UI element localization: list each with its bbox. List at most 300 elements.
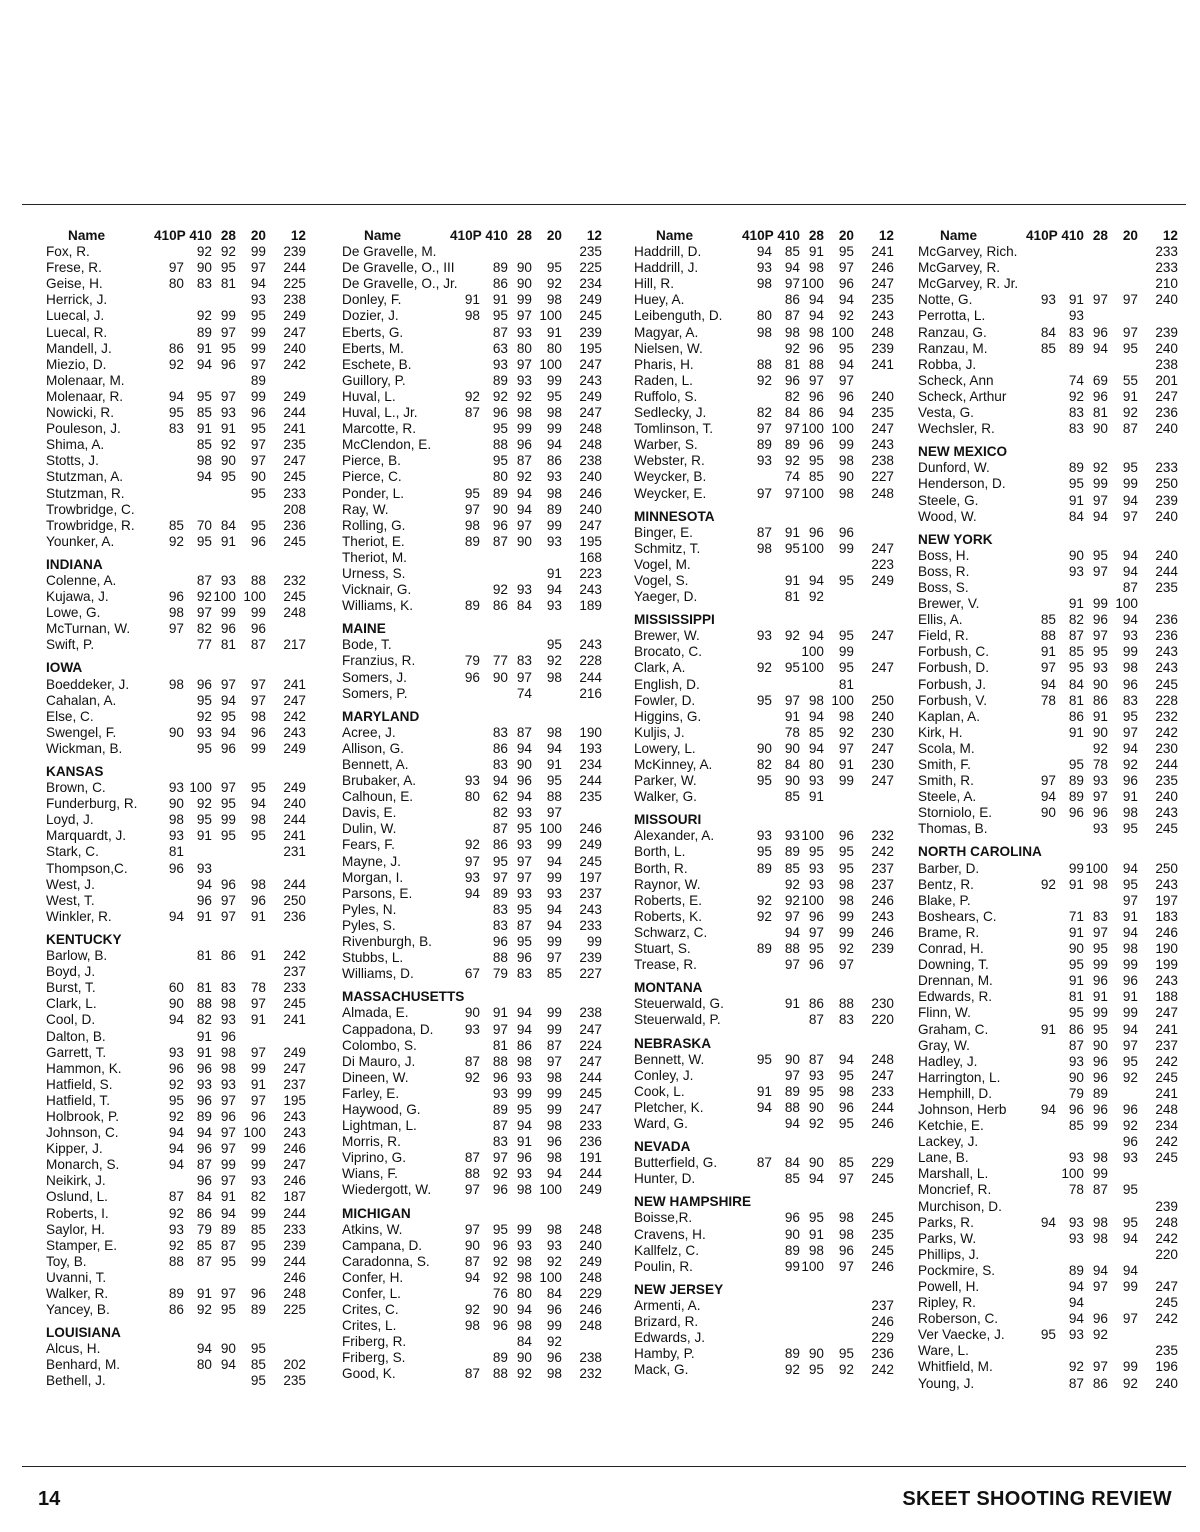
score-cell: 98	[250, 812, 266, 828]
shooter-name: Phillips, J.	[918, 1246, 980, 1262]
score-cell: 89	[756, 941, 772, 957]
score-cell: 238	[1155, 356, 1178, 372]
score-cell: 79	[464, 653, 480, 669]
score-cell: 242	[1155, 724, 1178, 740]
score-cell: 240	[283, 796, 306, 812]
score-cell: 95	[756, 773, 772, 789]
score-cell: 93	[516, 837, 532, 853]
score-cell: 86	[168, 340, 184, 356]
bottom-rule	[22, 1466, 1186, 1467]
shooter-name: Yancey, B.	[46, 1302, 110, 1318]
table-row	[634, 292, 916, 308]
score-cell: 239	[579, 324, 602, 340]
score-cell: 96	[838, 388, 854, 404]
score-cell: 94	[756, 244, 772, 260]
score-cell: 97	[1092, 292, 1108, 308]
score-cell: 92	[1122, 1069, 1138, 1085]
score-cell: 94	[196, 1125, 212, 1141]
score-cell: 92	[196, 589, 212, 605]
score-cell: 96	[196, 1092, 212, 1108]
shooter-name: McGarvey, R.	[918, 260, 1001, 276]
score-cell: 249	[283, 780, 306, 796]
score-cell: 96	[492, 1237, 508, 1253]
shooter-name: Guillory, P.	[342, 372, 406, 388]
header-c12: 12	[1162, 228, 1178, 243]
score-cell: 236	[1155, 405, 1178, 421]
shooter-name: Colombo, S.	[342, 1037, 417, 1053]
top-rule	[22, 204, 1186, 205]
table-row	[918, 941, 1200, 957]
table-row	[342, 550, 624, 566]
score-cell: 199	[1155, 957, 1178, 973]
score-cell: 96	[1092, 324, 1108, 340]
shooter-name: Steuerwald, G.	[634, 996, 724, 1012]
score-cell: 238	[283, 292, 306, 308]
shooter-name: Miezio, D.	[46, 356, 107, 372]
table-row	[634, 1346, 916, 1362]
table-row	[634, 1314, 916, 1330]
score-cell: 242	[871, 1362, 894, 1378]
score-cell: 91	[1068, 596, 1084, 612]
score-cell: 94	[516, 1021, 532, 1037]
score-cell: 99	[220, 812, 236, 828]
score-cell: 99	[516, 1085, 532, 1101]
score-cell: 97	[1092, 1279, 1108, 1294]
score-cell: 90	[168, 796, 184, 812]
table-row	[918, 389, 1200, 405]
table-row	[46, 325, 328, 341]
score-cell: 95	[756, 844, 772, 860]
score-cell: 80	[756, 308, 772, 324]
state-heading: NEW HAMPSHIRE	[634, 1194, 752, 1210]
shooter-name: Kipper, J.	[46, 1141, 103, 1157]
table-row	[46, 909, 328, 925]
score-cell: 95	[250, 421, 266, 437]
score-cell: 95	[838, 1346, 854, 1362]
shooter-name: Powell, H.	[918, 1279, 980, 1294]
score-cell: 248	[579, 1221, 602, 1237]
table-row	[918, 1134, 1200, 1150]
table-row	[634, 325, 916, 341]
score-cell: 247	[579, 1053, 602, 1069]
score-cell: 233	[283, 485, 306, 501]
score-cell: 92	[196, 244, 212, 260]
score-cell: 83	[516, 966, 532, 982]
shooter-name: Parks, R.	[918, 1214, 974, 1230]
shooter-name: Cahalan, A.	[46, 692, 117, 708]
score-cell: 98	[464, 1318, 480, 1334]
table-row	[918, 276, 1200, 292]
score-cell: 87	[808, 1051, 824, 1067]
score-cell: 233	[871, 1083, 894, 1099]
score-cell: 87	[1122, 421, 1138, 437]
score-cell: 97	[220, 1286, 236, 1301]
score-cell: 87	[464, 1366, 480, 1382]
state-heading: NEW JERSEY	[634, 1281, 724, 1297]
score-cell: 87	[492, 533, 508, 549]
score-cell: 97	[1122, 324, 1138, 340]
score-cell: 97	[516, 869, 532, 885]
score-cell: 95	[1122, 1182, 1138, 1198]
table-row	[634, 1155, 916, 1171]
table-row	[342, 1254, 624, 1270]
score-cell: 93	[464, 773, 480, 789]
score-cell: 94	[196, 469, 212, 485]
score-cell: 91	[1068, 973, 1084, 989]
score-cell: 246	[871, 260, 894, 276]
table-row	[46, 1302, 328, 1318]
table-row	[634, 1362, 916, 1378]
score-cell: 84	[1068, 508, 1084, 524]
table-row	[918, 1070, 1200, 1086]
shooter-name: Somers, J.	[342, 669, 407, 685]
table-row	[46, 1173, 328, 1189]
score-cell: 91	[196, 828, 212, 844]
score-cell: 240	[1155, 292, 1178, 308]
table-row	[918, 1247, 1200, 1263]
table-row	[342, 1302, 624, 1318]
table-row	[918, 660, 1200, 676]
table-row	[918, 1005, 1200, 1021]
shooter-name: Theriot, E.	[342, 533, 405, 549]
score-cell: 247	[283, 1060, 306, 1076]
shooter-name: Atkins, W.	[342, 1221, 403, 1237]
score-cell: 244	[283, 1253, 306, 1269]
score-cell: 98	[838, 485, 854, 501]
score-cell: 95	[808, 941, 824, 957]
score-cell: 81	[784, 589, 800, 605]
score-cell: 98	[756, 276, 772, 292]
score-cell: 96	[1092, 388, 1108, 404]
score-cell: 98	[808, 692, 824, 708]
score-cell: 247	[1155, 388, 1178, 404]
score-cell: 81	[838, 676, 854, 692]
shooter-name: Somers, P.	[342, 685, 408, 701]
score-cell: 89	[492, 1350, 508, 1366]
score-cell: 99	[1122, 1279, 1138, 1294]
score-cell: 97	[546, 950, 562, 966]
score-cell: 93	[1068, 1053, 1084, 1069]
score-cell: 91	[196, 340, 212, 356]
score-cell: 94	[546, 1166, 562, 1182]
shooter-name: Trease, R.	[634, 957, 697, 973]
score-cell: 95	[838, 340, 854, 356]
shooter-name: Pierce, B.	[342, 453, 401, 469]
shooter-name: Lightman, L.	[342, 1118, 417, 1134]
score-cell: 94	[838, 292, 854, 308]
score-cell: 95	[838, 860, 854, 876]
shooter-name: Farley, E.	[342, 1085, 400, 1101]
shooter-name: Trowbridge, C.	[46, 501, 135, 517]
score-cell: 99	[1092, 476, 1108, 492]
shooter-name: English, D.	[634, 676, 700, 692]
header-c20: 20	[1122, 228, 1138, 243]
shooter-name: McGarvey, R. Jr.	[918, 276, 1019, 292]
score-cell: 95	[1092, 1021, 1108, 1037]
score-cell: 96	[196, 1173, 212, 1189]
score-cell: 97	[1092, 789, 1108, 805]
shooter-name: Blake, P.	[918, 892, 971, 908]
shooter-name: Fowler, D.	[634, 692, 696, 708]
score-cell: 248	[283, 1286, 306, 1301]
score-cell: 98	[546, 1069, 562, 1085]
score-cell: 232	[283, 572, 306, 588]
table-row	[918, 1231, 1200, 1247]
shooter-name: Schwarz, C.	[634, 924, 708, 940]
score-cell: 93	[492, 356, 508, 372]
score-cell: 189	[579, 598, 602, 614]
score-cell: 187	[283, 1189, 306, 1205]
score-cell: 87	[546, 1037, 562, 1053]
score-cell: 87	[196, 1157, 212, 1173]
score-cell: 90	[168, 724, 184, 740]
shooter-name: Boshears, C.	[918, 908, 997, 924]
score-cell: 247	[871, 628, 894, 644]
score-cell: 94	[464, 1269, 480, 1285]
score-cell: 93	[1122, 628, 1138, 644]
score-cell: 95	[1122, 1053, 1138, 1069]
score-cell: 83	[492, 901, 508, 917]
score-cell: 95	[1122, 340, 1138, 356]
score-cell: 92	[546, 1334, 562, 1350]
score-cell: 100	[189, 780, 212, 796]
shooter-name: Downing, T.	[918, 957, 989, 973]
table-row	[634, 260, 916, 276]
score-cell: 94	[220, 1205, 236, 1221]
score-cell: 94	[1092, 1262, 1108, 1278]
score-cell: 97	[756, 421, 772, 437]
shooter-name: Borth, L.	[634, 844, 686, 860]
score-cell: 93	[756, 453, 772, 469]
score-cell: 99	[250, 1253, 266, 1269]
score-cell: 83	[492, 1134, 508, 1150]
score-cell: 84	[516, 1334, 532, 1350]
score-cell: 99	[546, 1318, 562, 1334]
shooter-name: Tomlinson, T.	[634, 421, 714, 437]
table-row	[918, 244, 1200, 260]
score-cell: 95	[756, 692, 772, 708]
shooter-name: Funderburg, R.	[46, 796, 138, 812]
score-cell: 93	[1068, 1214, 1084, 1230]
score-cell: 90	[516, 757, 532, 772]
score-cell: 94	[1068, 1279, 1084, 1294]
score-cell: 87	[220, 1237, 236, 1253]
score-cell: 235	[283, 1373, 306, 1389]
score-cell: 244	[283, 1205, 306, 1221]
table-row	[634, 861, 916, 877]
score-cell: 92	[168, 533, 184, 549]
score-cell: 100	[831, 324, 854, 340]
table-row	[918, 308, 1200, 324]
score-cell: 217	[283, 637, 306, 653]
table-row	[918, 509, 1200, 525]
table-row	[46, 844, 328, 860]
score-cell: 92	[492, 388, 508, 404]
score-cell: 94	[838, 1051, 854, 1067]
score-cell: 97	[1092, 924, 1108, 940]
shooter-name: Roberson, C.	[918, 1311, 999, 1327]
score-cell: 87	[492, 1118, 508, 1134]
table-row	[918, 821, 1200, 837]
score-cell: 99	[546, 1005, 562, 1021]
table-row	[342, 1022, 624, 1038]
score-cell: 92	[784, 453, 800, 469]
score-cell: 242	[1155, 1134, 1178, 1150]
shooter-name: Williams, D.	[342, 966, 414, 982]
score-cell: 96	[516, 773, 532, 789]
header-c410p: 410P	[742, 228, 774, 243]
score-table	[46, 228, 1186, 1448]
score-cell: 92	[464, 1302, 480, 1318]
shooter-name: Brame, R.	[918, 924, 980, 940]
score-cell: 96	[196, 892, 212, 908]
score-cell: 93	[196, 860, 212, 876]
score-cell: 89	[1092, 1085, 1108, 1101]
shooter-name: Haddrill, J.	[634, 260, 699, 276]
score-cell: 249	[871, 572, 894, 588]
score-cell: 84	[220, 517, 236, 533]
score-cell: 97	[808, 372, 824, 388]
header-c12: 12	[878, 228, 894, 243]
score-cell: 89	[464, 533, 480, 549]
score-cell: 97	[784, 276, 800, 292]
score-cell: 82	[756, 405, 772, 421]
score-cell: 238	[579, 1005, 602, 1021]
table-row	[46, 677, 328, 693]
score-cell: 96	[784, 372, 800, 388]
shooter-name: Whitfield, M.	[918, 1359, 993, 1375]
score-cell: 89	[546, 501, 562, 517]
score-cell: 242	[871, 844, 894, 860]
score-cell: 99	[250, 605, 266, 621]
score-cell: 87	[784, 308, 800, 324]
table-row	[342, 1222, 624, 1238]
state-heading: KENTUCKY	[46, 931, 122, 947]
header-c410p: 410P	[450, 228, 482, 243]
score-cell: 94	[168, 908, 184, 924]
shooter-name: De Gravelle, O., Jr.	[342, 276, 458, 292]
score-cell: 93	[220, 1012, 236, 1028]
score-cell: 86	[516, 1037, 532, 1053]
score-cell: 92	[756, 892, 772, 908]
score-cell: 99	[250, 1205, 266, 1221]
score-cell: 195	[283, 1092, 306, 1108]
score-cell: 95	[196, 388, 212, 404]
score-cell: 95	[492, 308, 508, 324]
table-row	[342, 1350, 624, 1366]
score-cell: 90	[808, 1346, 824, 1362]
score-cell: 100	[801, 540, 824, 556]
score-cell: 94	[756, 1099, 772, 1115]
score-cell: 94	[1122, 492, 1138, 508]
score-cell: 232	[871, 828, 894, 844]
score-cell: 91	[1068, 292, 1084, 308]
score-cell: 98	[516, 405, 532, 421]
header-name: Name	[68, 228, 106, 243]
shooter-name: Eberts, M.	[342, 340, 404, 356]
shooter-name: Campana, D.	[342, 1237, 423, 1253]
shooter-name: Steele, A.	[918, 789, 977, 805]
shooter-name: Gray, W.	[918, 1037, 970, 1053]
header-c28: 28	[808, 228, 824, 243]
score-cell: 90	[220, 453, 236, 469]
score-cell: 241	[871, 244, 894, 260]
score-cell: 236	[871, 1346, 894, 1362]
table-row	[342, 773, 624, 789]
score-cell: 93	[546, 598, 562, 614]
table-row	[918, 677, 1200, 693]
score-cell: 240	[1155, 340, 1178, 356]
shooter-name: Mayne, J.	[342, 853, 401, 869]
table-row	[342, 421, 624, 437]
score-cell: 191	[579, 1150, 602, 1166]
table-row	[46, 637, 328, 653]
score-cell: 92	[756, 660, 772, 676]
shooter-name: Huval, L., Jr.	[342, 405, 418, 421]
score-cell: 89	[492, 260, 508, 276]
score-cell: 247	[1155, 1005, 1178, 1021]
score-cell: 96	[516, 950, 532, 966]
header-c12: 12	[290, 228, 306, 243]
shooter-name: Eberts, G.	[342, 324, 404, 340]
shooter-name: Uvanni, T.	[46, 1269, 107, 1285]
score-cell: 96	[838, 828, 854, 844]
table-row	[634, 1012, 916, 1028]
score-cell: 95	[838, 572, 854, 588]
score-cell: 250	[871, 692, 894, 708]
score-cell: 81	[196, 980, 212, 996]
score-cell: 85	[1068, 1118, 1084, 1134]
shooter-name: McClendon, E.	[342, 437, 432, 453]
score-cell: 216	[579, 685, 602, 701]
score-cell: 71	[1068, 908, 1084, 924]
table-row	[918, 773, 1200, 789]
score-cell: 87	[196, 572, 212, 588]
score-cell: 94	[546, 437, 562, 453]
score-cell: 236	[1155, 628, 1178, 644]
table-row	[342, 244, 624, 260]
shooter-name: Thomas, B.	[918, 821, 988, 837]
score-cell: 95	[1122, 876, 1138, 892]
score-cell: 85	[196, 1237, 212, 1253]
score-cell: 243	[579, 372, 602, 388]
score-cell: 94	[1068, 1295, 1084, 1311]
score-cell: 98	[546, 1118, 562, 1134]
score-cell: 91	[196, 1028, 212, 1044]
score-cell: 95	[1068, 1005, 1084, 1021]
shooter-name: Molenaar, M.	[46, 372, 125, 388]
score-cell: 93	[196, 1076, 212, 1092]
table-row	[634, 677, 916, 693]
shooter-name: Ripley, R.	[918, 1295, 976, 1311]
score-cell: 245	[871, 1210, 894, 1226]
score-cell: 242	[1155, 1230, 1178, 1246]
table-row	[46, 292, 328, 308]
score-cell: 99	[220, 605, 236, 621]
score-cell: 86	[784, 292, 800, 308]
table-row	[46, 486, 328, 502]
score-cell: 96	[196, 676, 212, 692]
score-cell: 98	[756, 324, 772, 340]
state-heading: MISSOURI	[634, 812, 702, 828]
table-row	[918, 260, 1200, 276]
shooter-name: Wiedergott, W.	[342, 1182, 432, 1198]
score-cell: 100	[831, 692, 854, 708]
table-row	[634, 573, 916, 589]
state-heading: MINNESOTA	[634, 508, 715, 524]
score-cell: 96	[546, 1134, 562, 1150]
score-cell: 243	[1155, 805, 1178, 821]
